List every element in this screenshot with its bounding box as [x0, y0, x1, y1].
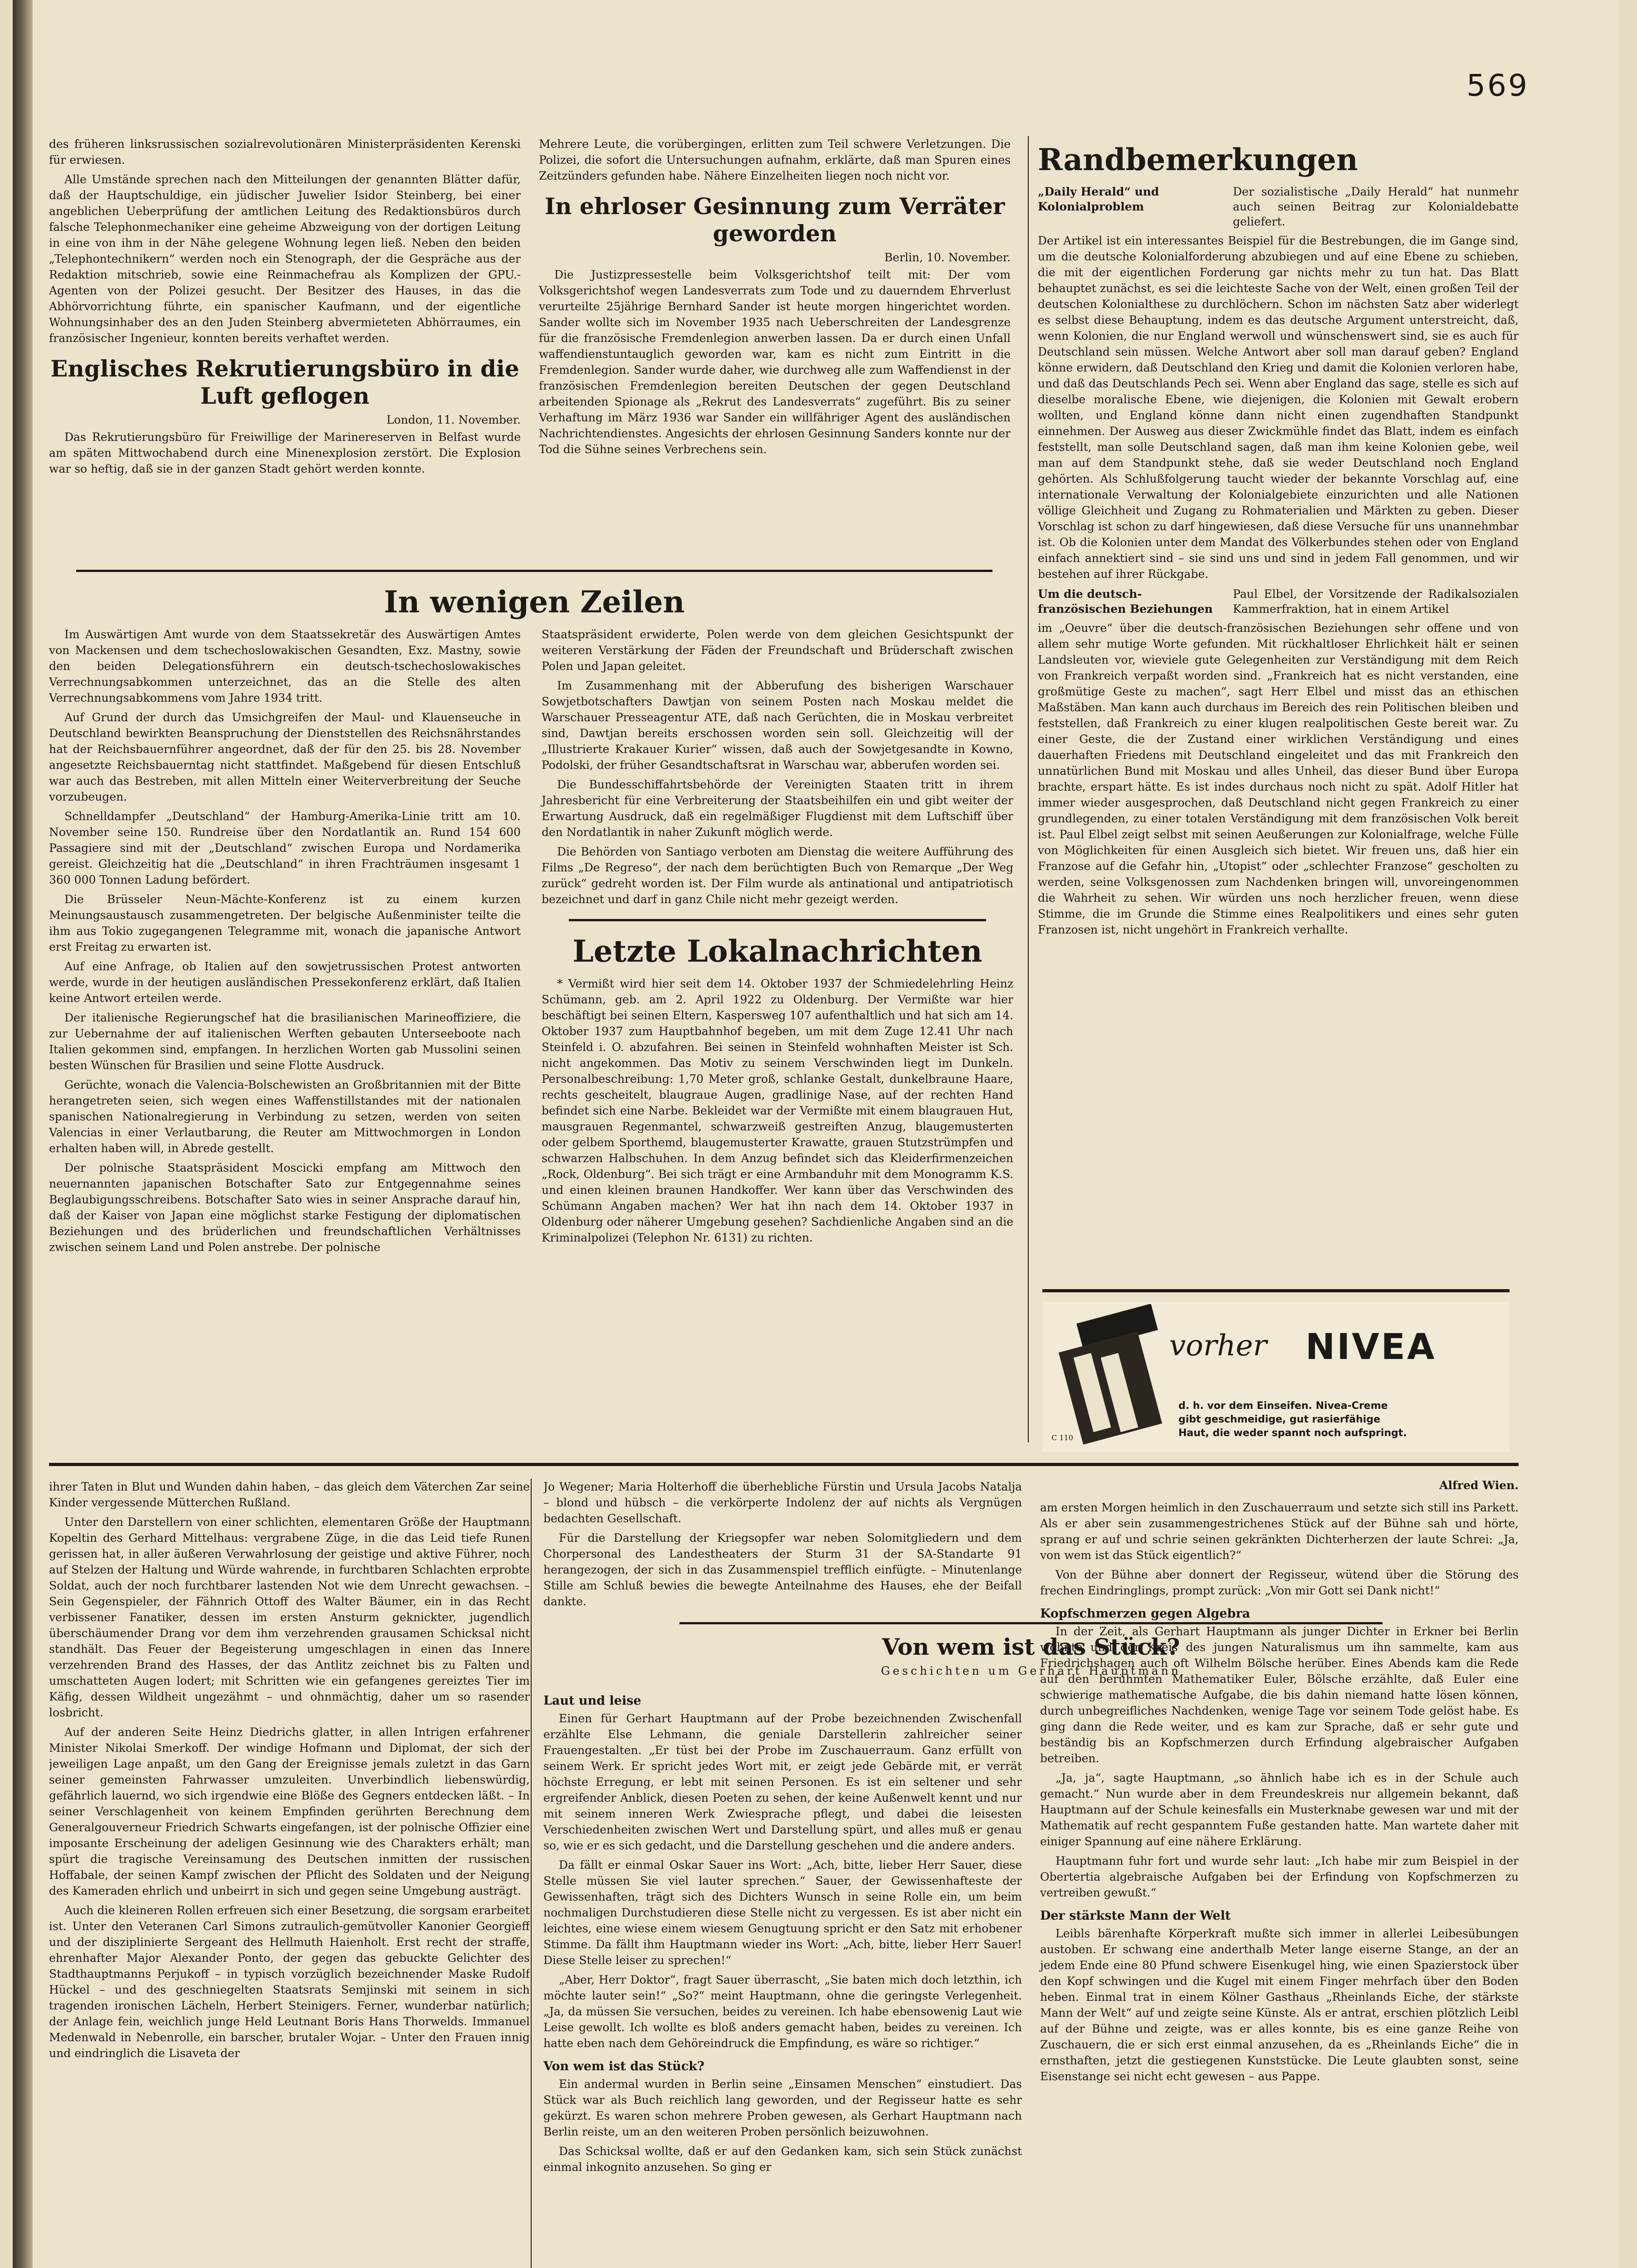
review-paragraph: Jo Wegener; Maria Holterhoff die überhebliche Fürstin und Ursula Jacobs Natalja – blond und hübsch – die verkörperte Indolenz der auf nichts als Vergnügen bedachten Gesellschaft. [543, 1480, 1022, 1525]
section-headline: Von wem ist das Stück? [882, 1633, 1180, 1660]
news-item: Schnelldampfer „Deutschland“ der Hamburg-Amerika-Linie tritt am 10. November seine 150. Rundreise über den Nordatlantik an. Rund 154 600 Passagiere sind mit der „Deutschland“ zwischen Europa und Nordamerika gereist. Gleichzeitig hat die „Deutschland“ in ihren Frachträumen insgesamt 1 360 000 Tonnen Ladung befördert. [49, 810, 521, 886]
ad-line: Haut, die weder spannt noch aufspringt. [1178, 1427, 1407, 1439]
ad-line: gibt geschmeidige, gut rasierfähige [1178, 1414, 1381, 1425]
continued-paragraph: des früheren linksrussischen sozialrevolutionären Ministerpräsidenten Kerenski für erwiesen. [49, 137, 521, 166]
ad-word-vorher: vorher [1169, 1329, 1267, 1363]
article-headline: Englisches Rekrutierungsbüro in die Luft geflogen [50, 355, 519, 409]
anecdote-paragraph: Ein andermal wurden in Berlin seine „Einsamen Menschen“ einstudiert. Das Stück war als Buch reichlich lang geworden, und der Regisseur hatte es sehr gekürzt. Es waren schon mehrere Proben gewesen, als Gerhart Hauptmann nach Berlin reiste, um an den weiteren Proben persönlich beizuwohnen. [543, 2077, 1022, 2138]
review-continuation [543, 1479, 1022, 1613]
anecdote-paragraph: Von der Bühne aber donnert der Regisseur, wütend über die Störung des frechen Eindringlings, prompt zurück: „Von mir Gott sei Dank nicht!“ [1040, 1568, 1519, 1597]
remark-label: „Daily Herald“ und Kolonialproblem [1038, 185, 1159, 213]
ad-copy [1178, 1399, 1407, 1440]
anecdote-paragraph: Da fällt er einmal Oskar Sauer ins Wort: „Ach, bitte, lieber Herr Sauer, diese Stelle müssen Sie viel lauter sprechen.“ Sauer, der Gewissenhafteste der Gewissenhaften, trägt sich des Dichters Wunsch in seine Rolle ein, um beim nochmaligen Durchstudieren diese Stelle nicht zu vergessen. Es ist aber nicht ein leichtes, eine wiese einem wiesem Genugtuung spricht er den Satz mit erhobener Stimme. Da fällt ihm Hauptmann wieder ins Wort: „Ach, bitte, lieber Herr Sauer! Diese Stelle leiser zu sprechen!“ [543, 1858, 1022, 1967]
ad-line: d. h. vor dem Einseifen. Nivea-Creme [1178, 1400, 1388, 1412]
nivea-advertisement [1042, 1302, 1510, 1452]
news-item: Die Behörden von Santiago verboten am Dienstag die weitere Aufführung des Films „De Regreso“, der nach dem berüchtigten Buch von Remarque „Der Weg zurück“ gedreht worden ist. Der Film wurde als antinational und antipatriotisch bezeichnet und darf in ganz Chile nicht mehr gezeigt werden. [542, 845, 1013, 906]
anecdote-paragraph: In der Zeit, als Gerhart Hauptmann als junger Dichter in Erkner bei Berlin wohnte und der Kreis des jungen Naturalismus um ihn sammelte, kam aus Friedrichshagen auch oft Wilhelm Bölsche herüber. Eines Abends kam die Rede auf den berühmten Mathematiker Euler, Bölsche erzählte, daß Euler eine schwierige mathematische Aufgabe, die bis dahin niemand hatte lösen können, durch unbegreifliches Nachdenken, wenige Tage vor seinem Tode gelöst habe. Es ging dann die Rede weiter, und es kam zur Sprache, daß er sehr gute und beständig bis an Kopfschmerzen durch Erfindung algebraischer Aufgaben betreiben. [1040, 1625, 1519, 1765]
page-divider [49, 1463, 1519, 1466]
ad-word-nivea: NIVEA [1305, 1327, 1437, 1368]
section-headline: Randbemerkungen [1038, 142, 1358, 177]
review-author: Alfred Wien. [1439, 1479, 1519, 1492]
remark-lead: Paul Elbel, der Vorsitzende der Radikalsozialen Kammerfraktion, hat in einem Artikel [1233, 587, 1519, 616]
news-item: Die Bundesschiffahrtsbehörde der Vereinigten Staaten tritt in ihrem Jahresbericht für eine Verbreiterung der Staatsbeihilfen ein und gibt weiter der Erwartung Ausdruck, daß ein regelmäßiger Flugdienst mit dem Luftschiff über den Nordatlantik in naher Zukunft möglich werde. [542, 778, 1013, 839]
review-paragraph: Für die Darstellung der Kriegsopfer war neben Solomitgliedern und dem Chorpersonal des Landestheaters der Sturm 31 der SA-Standarte 91 herangezogen, der sich in das Zusammenspiel trefflich einfügte. – Minutenlange Stille am Schluß bewies die bewegte Anteilnahme des Hauses, ehe der Beifall dankte. [543, 1531, 1022, 1608]
shaving-brush-illustration [1051, 1304, 1169, 1449]
news-column-left [49, 626, 521, 1259]
ad-top-rule [1042, 1289, 1510, 1292]
page-number: 569 [1466, 68, 1529, 103]
section-subtitle: Geschichten um Gerhart Hauptmann [881, 1664, 1181, 1677]
news-item: Im Auswärtigen Amt wurde von dem Staatssekretär des Auswärtigen Amtes von Mackensen und dem tschechoslowakischen Gesandten, Exz. Mastny, sowie den beiden Delegationsführern ein deutsch-tschechoslowakisches Verrechnungsabkommen unterzeichnet, das an die Stelle des alten Verrechnungsabkommens vom Jahre 1934 tritt. [49, 628, 521, 704]
section-headline: In wenigen Zeilen [384, 584, 685, 620]
remark-label: Um die deutsch-französischen Beziehungen [1038, 587, 1213, 616]
review-paragraph: ihrer Taten in Blut und Wunden dahin haben, – das gleich dem Väterchen Zar seine Kinder vergessende Mütterchen Rußland. [49, 1480, 530, 1509]
news-item: Die Brüsseler Neun-Mächte-Konferenz ist zu einem kurzen Meinungsaustausch zusammengetreten. Der belgische Außenminister teilte die ihm aus Tokio zugegangenen Telegramme mit, wonach die japanische Antwort erst Freitag zu erwarten ist. [49, 893, 521, 953]
anecdote-subhead: Laut und leise [543, 1694, 641, 1708]
remark-lead: Der sozialistische „Daily Herald“ hat nunmehr auch seinen Beitrag zur Kolonialdebatte geliefert. [1233, 185, 1519, 228]
article-text: Das Rekrutierungsbüro für Freiwillige der Marinereserven in Belfast wurde am späten Mittwochabend durch eine Minenexplosion zerstört. Die Explosion war so heftig, daß sie in der ganzen Stadt gehört werden konnte. [49, 430, 521, 475]
article-dateline: Berlin, 10. November. [884, 251, 1011, 264]
remark-text: Der Artikel ist ein interessantes Beispiel für die Bestrebungen, die im Gange sind, um die deutsche Kolonialforderung abzubiegen und auf eine Ebene zu schieben, die mit der eigentlichen Forderung gar nichts mehr zu tun hat. Das Blatt behauptet zunächst, es sei die leichteste Sache von der Welt, einen großen Teil der deutschen Kolonialthese zu durchlöchern. Schon im nächsten Satz aber widerlegt es selbst diese Behauptung, indem es das deutsche Argument unterstreicht, daß, wenn Kolonien, die nur England werwoll und wünschenswert sind, sie es auch für Deutschland sein müssen. Welche Antwort aber soll man darauf geben? England könne erwidern, daß Deutschland den Krieg und damit die Kolonien verloren habe, und daß das Deutschlands Pech sei. Wenn aber England das sage, stelle es sich auf dieselbe moralische Ebene, wie diejenigen, die Kolonien mit Gewalt erobern wollten, und England könne dann nicht einen zugendhaften Standpunkt einnehmen. Der Ausweg aus dieser Zwickmühle findet das Blatt, indem es einfach feststellt, man solle Deutschland sagen, daß man ihm keine Kolonien gebe, weil man auf dem Standpunkt stehe, daß sie weder Deutschland noch England gehörten. Als Schlußfolgerung taucht wieder der bekannte Vorschlag auf, eine internationale Verwaltung der Kolonialgebiete einzurichten und alle Nationen völlige Gleichheit und Zugang zu Rohmaterialien und Märkten zu geben. Dieser Vorschlag ist schon zu darf hingewiesen, daß diese Versuche für uns unannehmbar ist. Ob die Kolonien unter dem Mandat des Völkerbundes stehen oder von England einfach annektiert sind – sie sind uns und sind in jedem Fall genommen, und wir bestehen auf ihrer Rückgabe. [1038, 234, 1519, 581]
column-divider [1028, 136, 1029, 1442]
article-headline: In ehrloser Gesinnung zum Verräter geworden [544, 193, 1005, 247]
continued-paragraph: Alle Umstände sprechen nach den Mitteilungen der genannten Blätter dafür, daß der Hauptschuldige, ein jüdischer Juwelier Isidor Steinberg, bei einer angeblichen Ueberprüfung der amtlichen Leitung des Redaktionsbüros durch falsche Telephonmechaniker eine geheime Abzweigung von der dortigen Leitung in eine von ihm in der Nähe gelegene Wohnung legen ließ. Neben den beiden „Telephontechnikern“ werden noch ein Stenograph, der die Gespräche aus der Redaktion mitschrieb, sowie eine Reinmachefrau als Komplizen der GPU.-Agenten von der Polizei gesucht. Der Besitzer des Hauses, in das die Abhörvorrichtung führte, ein spanischer Kaufmann, und der eigentliche Wohnungsinhaber des an den Juden Steinberg abvermieteten Abhörraumes, ein französischer Ingenieur, konnten bereits verhaftet werden. [49, 173, 521, 345]
news-item: Gerüchte, wonach die Valencia-Bolschewisten an Großbritannien mit der Bitte herangetreten seien, sich wegen eines Waffenstillstandes mit der nationalen spanischen Nationalregierung in Verbindung zu setzen, werden von seiten Valencias in einer Verlautbarung, die Reuter am Mittwochmorgen in London erhalten haben will, in Abrede gestellt. [49, 1078, 521, 1155]
remark-text: im „Oeuvre“ über die deutsch-französischen Beziehungen sehr offene und von allem sehr mutige Worte gefunden. Mit rückhaltloser Ehrlichkeit hält er seinen Landsleuten vor, wieviele gute Gelegenheiten zur Verständigung mit dem Reich von Frankreich verpaßt worden sind. „Frankreich hat es nicht verstanden, eine großmütige Geste zu machen“, sagt Herr Elbel und misst das an ethischen Maßstäben. Man kann auch durchaus im Bereich des rein Politischen bleiben und feststellen, daß Frankreich zu einer klugen realpolitischen Geste bereit war. Zu einer Geste, die der Zustand einer wirklichen Verständigung und eines dauerhaften Friedens mit Deutschland eingeleitet und das mit Frankreich den unnatürlichen Bund mit Moskau und alles Unheil, das dieser Bund über Europa brachte, erspart hätte. Es ist indes durchaus noch nicht zu spät. Adolf Hitler hat immer wieder ausgesprochen, daß Deutschland nicht gegen Frankreich zu einer grundlegenden, zu einer totalen Verständigung mit dem französischen Volk bereit ist. Paul Elbel zeigt selbst mit seinen Aeußerungen zur Kolonialfrage, welche Fülle von Möglichkeiten für einen Ausgleich sich bietet. Wir freuen uns, daß hier ein Franzose auf die Gefahr hin, „Utopist“ oder „schlechter Franzose“ gescholten zu werden, seine Volksgenossen zum Nachdenken bringen will, unvoreingenommen die Wahrheit zu sehen. Wir würden uns noch herzlicher freuen, wenn diese Stimme, die im Grunde die Stimme eines Realpolitikers und eines sehr guten Franzosen ist, nicht ungehört in Frankreich verhallte. [1038, 621, 1519, 936]
article-dateline: London, 11. November. [386, 413, 521, 426]
review-paragraph: Auch die kleineren Rollen erfreuen sich einer Besetzung, die sorgsam erarbeitet ist. Unter den Veteranen Carl Simons zutraulich-gemütvoller Kanonier Georgieff und der disziplinierte Sergeant des Hellmuth Haienholt. Erst recht der straffe, ehrenhafter Major Alexander Ponto, der gegen das gebuckte Gelichter des Stadthauptmanns Perjukoff – in typisch vorzüglich bezeichnender Maske Rudolf Hückel – und des geschniegelten Staatsrats Semjinski mit seinem in sich tragenden ironischen Lächeln, Herbert Steinigers. Ferner, wunderbar natürlich; der Anlage fein, weichlich junge Held Leutnant Boris Hans Thorwelds. Immanuel Medenwald in Nebenrolle, ein barscher, brutaler Wojar. – Unter den Frauen innig und eindringlich die Lisaveta der [49, 1904, 530, 2060]
anecdote-subhead: Von wem ist das Stück? [543, 2059, 704, 2073]
column-bottom-left [49, 1479, 530, 2268]
anecdote-column-right [1040, 1500, 1519, 2179]
anecdote-paragraph: „Aber, Herr Doktor“, fragt Sauer überrascht, „Sie baten mich doch letzthin, ich möchte lauter sein!“ „So?“ meint Hauptmann, ohne die geringste Verlegenheit. „Ja, da müssen Sie versuchen, beides zu vereinen. Ich habe ebensowenig Laut wie Leise gewollt. Ich wollte es bloß anders gemacht haben, beides zu vereinen. Ich hatte eben nach dem Gehöreindruck die Empfindung, es wäre so richtiger.“ [543, 1973, 1022, 2050]
news-item: Der italienische Regierungschef hat die brasilianischen Marineoffiziere, die zur Uebernahme der auf italienischen Werften gebauten Unterseeboote nach Italien gekommen sind, empfangen. In herzlichen Worten gab Mussolini seinen besten Wünschen für Brasilien und seine Flotte Ausdruck. [49, 1011, 521, 1072]
section-rule [76, 570, 992, 572]
news-item: Der polnische Staatspräsident Moscicki empfang am Mittwoch den neuernannten japanischen Botschafter Sato zur Entgegennahme seines Beglaubigungsschreibens. Botschafter Sato wies in seiner Ansprache darauf hin, daß der Kaiser von Japan eine möglichst starke Festigung der diplomatischen Beziehungen und des brüderlichen und freundschaftlichen Verhältnisses zwischen seinem Land und Polen anstrebe. Der polnische [49, 1161, 521, 1254]
anecdote-subhead: Kopfschmerzen gegen Algebra [1040, 1607, 1251, 1621]
anecdote-paragraph: Das Schicksal wollte, daß er auf den Gedanken kam, sich sein Stück zunächst einmal inkognito anzusehen. So ging er [543, 2145, 1022, 2174]
column-divider [531, 1479, 532, 2268]
newspaper-page [13, 0, 1618, 2268]
local-news-item: * Vermißt wird hier seit dem 14. Oktober 1937 der Schmiedelehrling Heinz Schümann, geb. am 2. April 1922 zu Oldenburg. Der Vermißte war hier beschäftigt bei seinen Eltern, Kaspersweg 107 aufenthaltlich und hat sich am 14. Oktober 1937 zum Hauptbahnhof begeben, um mit dem Zuge 12.41 Uhr nach Steinfeld i. O. abzufahren. Bei seinen in Steinfeld wohnhaften Meister ist Sch. nicht angekommen. Das Motiv zu seinem Verschwinden liegt im Dunkeln. Personalbeschreibung: 1,70 Meter groß, schlanke Gestalt, dunkelbraune Haare, rechts gescheitelt, blaugraue Augen, gradlinige Nase, auf der rechten Hand befindet sich eine Narbe. Bekleidet war der Vermißte mit einem blaugrauen Hut, mausgrauen Regenmantel, schwarzweiß gestreiften Anzug, blaugemusterten oder gelbem Sporthemd, blaugemusterter Krawatte, grauen Stutzstrümpfen und schwarzen Halbschuhen. In dem Anzug befindet sich das Kleiderfirmenzeichen „Rock, Oldenburg“. Bei sich trägt er eine Armbanduhr mit dem Monogramm K.S. und einen kleinen braunen Handkoffer. Wer kann über das Verschwinden des Schümann Angaben machen? Wer hat ihn nach dem 14. Oktober 1937 in Oldenburg oder näherer Umgebung gesehen? Sachdienliche Angaben sind an die Kriminalpolizei (Telephon Nr. 6131) zu richten. [542, 977, 1013, 1244]
review-paragraph: Unter den Darstellern von einer schlichten, elementaren Größe der Hauptmann Kopeltin des Gerhard Mittelhaus: vergrabene Züge, in die das Leid tiefe Runen gerissen hat, in aller äußeren Verwahrlosung der geistige und aktive Führer, noch auf Stelzen der Haltung und Würde wahrende, in furchtbaren Schlachten erprobte Soldat, auch der noch furchtbarer lastenden Not wie dem Unrecht gewachsen. – Sein Gegenspieler, der Fähnrich Ottoff des Walter Bäumer, ein in das Recht verbissener Fanatiker, dessen im ersten Ansturm geknickter, jugendlich überschäumender Drang vor dem ihm verzehrenden grausamen Schicksal nicht standhält. Das Feuer der Begeisterung umgeschlagen in einen das Innere verzehrenden Brand des Hasses, der das Antlitz zeichnet bis zu Falten und umschatteten Augen lodert; mit Schritten wie ein gefangenes gereiztes Tier im Käfig, dessen Wildheit ungezähmt – und ohnmächtig, daher um so rasender losbricht. [49, 1515, 530, 1719]
anecdote-paragraph: Leibls bärenhafte Körperkraft mußte sich immer in allerlei Leibesübungen austoben. Er schwang eine anderthalb Meter lange eiserne Stange, an der an jedem Ende eine 80 Pfund schwere Eisenkugel hing, wie einen Spazierstock über den Kopf schwingen und die Kugel mit einem Finger mehrfach über den Boden heben. Einmal trat in einem Kölner Gasthaus „Rheinlands Eiche, der stärkste Mann der Welt“ auf und zeigte seine Künste. Als er antrat, erschien plötzlich Leibl auf der Bühne und zeigte, was er alles konnte, bis es eine ganze Reihe von Zuschauern, die er sich erst einmal anzusehen, da es „Rheinlands Eiche“ die in ernsthaften, jetzt die gestiegenen Kunststücke. Die Leute glaubten sonst, seine Eisenstange sei nicht echt gewesen – aus Pappe. [1040, 1927, 1519, 2083]
anecdote-paragraph: „Ja, ja“, sagte Hauptmann, „so ähnlich habe ich es in der Schule auch gemacht.“ Nun wurde aber in dem Freundeskreis nur allgemein bekannt, daß Hauptmann auf der Schule keinesfalls ein Musterknabe gewesen war und mit der Mathematik auf recht gespanntem Fuße gestanden hatte. Man wartete daher mit einiger Spannung auf eine nähere Erklärung. [1040, 1771, 1519, 1848]
section-randbemerkungen [1038, 136, 1519, 1297]
binding-gutter [13, 0, 33, 2268]
anecdote-column-left [543, 1686, 1022, 2179]
review-paragraph: Auf der anderen Seite Heinz Diedrichs glatter, in allen Intrigen erfahrener Minister Nikolai Smerkoff. Der windige Hofmann und Diplomat, der sich der jeweiligen Lage anpaßt, um den Gang der Ereignisse jemals zuletzt in das Garn seiner gemeinsten Fahrwasser umzuleiten. Unverbindlich liebenswürdig, gefährlich lauernd, wo sich irgendwie eine Blöße des Gegners entdecken läßt. – In seiner Verschlagenheit von keinem Empfinden gerührten Berechnung dem Generalgouverneur Friedrich Schwarts eingefangen, ist der polnische Offizier eine imposante Erscheinung der adeligen Gesinnung wie des Charakters erhält; man spürt die tragische Vereinsamung des Deutschen inmitten der russischen Hoffabale, der seinen Kampf zwischen der Pflicht des Soldaten und der Neigung des Kameraden ehrlich und unbeirrt in sich und gegen seine Umgebung austrägt. [49, 1725, 530, 1897]
section-in-wenigen-zeilen [49, 558, 1020, 1447]
column-top-middle [539, 136, 1011, 535]
news-item: Auf Grund der durch das Umsichgreifen der Maul- und Klauenseuche in Deutschland bewirkten Beanspruchung der Dienststellen des Reichsnährstandes hat der Reichsbauernführer angeordnet, daß der für den 25. bis 28. November angesetzte Reichsbauerntag nicht stattfindet. Maßgebend für diesen Entschluß war auch das Bestreben, mit allen Mitteln einer Weiterverbreitung der Seuche vorzubeugen. [49, 711, 521, 803]
article-text: Die Justizpressestelle beim Volksgerichtshof teilt mit: Der vom Volksgerichtshof wegen Landesverrats zum Tode und zu dauerndem Ehrverlust verurteilte 25jährige Bernhard Sander ist heute morgen hingerichtet worden. Sander wollte sich im November 1935 nach Ueberschreiten der Landesgrenze für die französische Fremdenlegion anwerben lassen. Da er durch einen Unfall waffendienstuntauglich geworden war, kam es nicht zum Eintritt in die Fremdenlegion. Sander wurde daher, wie durchweg alle zum Waffendienst in der französischen Fremdenlegion bereiten Deutschen der gegen Deutschland arbeitenden Spionage als „Rekrut des Landesverrats“ zugeführt. Bis zu seiner Verhaftung im März 1936 war Sander ein willfähriger Agent des ausländischen Nachrichtendienstes. Angesichts der ehrlosen Gesinnung Sanders konnte nur der Tod die Sühne seines Verbrechens sein. [539, 268, 1011, 456]
column-bottom-right-group [543, 1479, 1519, 2268]
news-column-right [542, 626, 1013, 1259]
news-item: Staatspräsident erwiderte, Polen werde von dem gleichen Gesichtspunkt der weiteren Verstärkung der Fäden der Freundschaft und Brüderschaft zwischen Polen und Japan geleitet. [542, 628, 1013, 673]
anecdote-paragraph: Einen für Gerhart Hauptmann auf der Probe bezeichnenden Zwischenfall erzählte Else Lehmann, die geniale Darstellerin zahlreicher seiner Frauengestalten. „Er tüst bei der Probe im Zuschauerraum. Ganz erfüllt von seinem Werk. Er spricht jedes Wort mit, er zeigt jede Gebärde mit, er verrät höchste Erregung, er lebt mit seinen Personen. Es ist ein seltener und sehr ergreifender Anblick, diesen Poeten zu sehen, der keine Außenwelt kennt und nur mit seinem inneren Werk Zwiesprache pflegt, und dabei die leisesten Verschiedenheiten zwischen Wert und Darstellung spürt, und alles muß er genau so, wie er es sich gedacht, und die Darstellung geschehen und die andere anders. [543, 1712, 1022, 1852]
news-item: Im Zusammenhang mit der Abberufung des bisherigen Warschauer Sowjetbotschafters Dawtjan von seinem Posten nach Moskau meldet die Warschauer Presseagentur ATE, daß nach Gerüchten, die in Moskau verbreitet sind, Dawtjan bereits erschossen worden sein soll. Gleichzeitig will der „Illustrierte Krakauer Kurier“ wissen, daß auch der Sowjetgesandte in Kowno, Podolski, der früher Gesandtschaftsrat in Warschau war, abberufen worden sei. [542, 679, 1013, 772]
anecdote-paragraph: am ersten Morgen heimlich in den Zuschauerraum und setzte sich still ins Parkett. Als er aber sein zusammengestrichenes Stück auf der Bühne sah und hörte, sprang er auf und schrie seinen gekränkten Dichterherzen der laute Schrei: „Ja, von wem ist das Stück eigentlich?“ [1040, 1501, 1519, 1562]
continued-paragraph: Mehrere Leute, die vorübergingen, erlitten zum Teil schwere Verletzungen. Die Polizei, die sofort die Untersuchungen aufnahm, erklärte, daß man Spuren eines Zeitzünders gefunden habe. Nähere Einzelheiten liegen noch nicht vor. [539, 137, 1011, 182]
news-item: Auf eine Anfrage, ob Italien auf den sowjetrussischen Protest antworten werde, wurde in der heutigen ausländischen Pressekonferenz erklärt, daß Italien keine Antwort erteilen werde. [49, 960, 521, 1005]
ad-code: C 110 [1051, 1433, 1073, 1442]
anecdote-paragraph: Hauptmann fuhr fort und wurde sehr laut: „Ich habe mir zum Beispiel in der Obertertia algebraische Aufgaben bei der Erfindung von Kopfschmerzen zu vertreiben gewußt.“ [1040, 1854, 1519, 1899]
section-headline: Letzte Lokalnachrichten [572, 934, 982, 969]
section-rule [569, 919, 986, 921]
anecdote-subhead: Der stärkste Mann der Welt [1040, 1909, 1231, 1923]
